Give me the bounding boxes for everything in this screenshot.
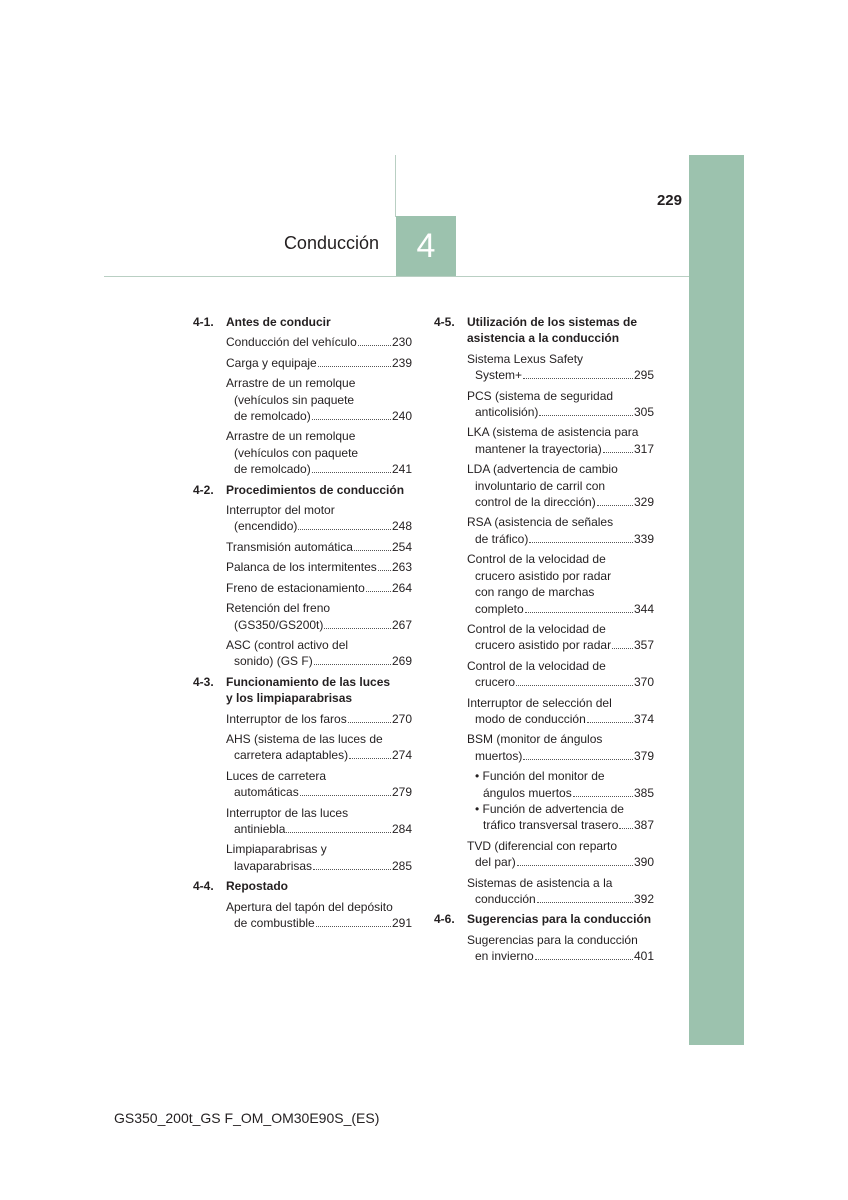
entry-last-line xyxy=(467,948,654,964)
section-number: 4-3. xyxy=(193,674,214,689)
entry-last-line xyxy=(226,355,412,371)
entry-page-number: 291 xyxy=(391,916,412,930)
toc-left-column xyxy=(193,314,412,935)
entry-text-line: Limpiaparabrisas y xyxy=(226,842,327,857)
section-number: 4-5. xyxy=(434,315,455,329)
dot-leader xyxy=(349,758,391,759)
entry-page-number: 279 xyxy=(391,785,412,800)
entry-text-line: Sistemas de asistencia a la xyxy=(467,875,613,890)
entry-text: (GS350/GS200t) xyxy=(234,617,324,632)
chapter-number-box xyxy=(396,216,456,276)
entry-last-line xyxy=(226,518,412,534)
dot-leader xyxy=(587,722,633,723)
entry-text: tráfico transversal trasero xyxy=(483,818,619,833)
toc-sub-entry[interactable] xyxy=(475,801,654,834)
entry-text-line: Control de la velocidad de xyxy=(467,658,606,673)
entry-text-line: Control de la velocidad de xyxy=(467,552,606,567)
entry-text-line: LKA (sistema de asistencia para xyxy=(467,425,639,440)
dot-leader xyxy=(525,612,633,613)
toc-entry[interactable] xyxy=(467,388,654,421)
entry-text: Freno de estacionamiento xyxy=(226,580,365,595)
toc-right-column xyxy=(434,314,654,969)
toc-entry[interactable] xyxy=(226,355,412,371)
entry-page-number: 270 xyxy=(391,711,412,726)
entry-last-line xyxy=(467,748,654,764)
section-title xyxy=(467,314,654,347)
toc-entry[interactable] xyxy=(226,559,412,575)
dot-leader xyxy=(354,550,391,551)
entry-text: de remolcado) xyxy=(234,462,311,477)
dot-leader xyxy=(298,529,391,530)
entry-text-line: Control de la velocidad de xyxy=(467,621,606,636)
entry-text-line: Sistema Lexus Safety xyxy=(467,351,584,366)
entry-text: de combustible xyxy=(234,916,315,930)
entry-text-line: con rango de marchas xyxy=(475,585,595,600)
dot-leader xyxy=(523,378,633,379)
entry-page-number: 241 xyxy=(391,462,412,477)
section-number: 4-1. xyxy=(193,315,214,329)
entry-page-number: 254 xyxy=(391,539,412,554)
entry-page-number: 263 xyxy=(391,560,412,575)
entry-text-line: Interruptor del motor xyxy=(226,503,335,518)
page-number: 229 xyxy=(656,192,682,209)
toc-entry[interactable] xyxy=(467,461,654,510)
dot-leader xyxy=(537,902,633,903)
toc-entry[interactable] xyxy=(226,539,412,555)
header-horizontal-rule xyxy=(104,276,689,277)
toc-entry[interactable] xyxy=(226,841,412,874)
section-title-line: Antes de conducir xyxy=(226,315,331,329)
entry-text: ángulos muertos xyxy=(483,785,572,800)
entry-page-number: 390 xyxy=(633,855,654,870)
section-heading xyxy=(193,674,412,707)
entry-text-line: BSM (monitor de ángulos xyxy=(467,732,603,747)
entry-page-number: 329 xyxy=(633,495,654,510)
entry-text: modo de conducción xyxy=(475,711,586,726)
toc-entry[interactable] xyxy=(467,514,654,547)
chapter-title: Conducción xyxy=(283,233,379,253)
entry-text-line: Retención del freno xyxy=(226,601,331,616)
entry-page-number: 374 xyxy=(633,711,654,726)
toc-entry[interactable] xyxy=(226,375,412,424)
entry-text: anticolisión) xyxy=(475,405,539,420)
toc-entry[interactable] xyxy=(226,768,412,801)
entry-page-number: 285 xyxy=(391,858,412,873)
entry-last-line xyxy=(467,404,654,420)
entry-text-line: AHS (sistema de las luces de xyxy=(226,731,383,746)
entry-page-number: 274 xyxy=(391,748,412,763)
dot-leader xyxy=(316,926,391,927)
toc-entry[interactable] xyxy=(467,932,654,965)
dot-leader xyxy=(535,959,633,960)
entry-last-line xyxy=(467,494,654,510)
entry-text: sonido) (GS F) xyxy=(234,654,313,669)
section-title xyxy=(467,911,654,927)
dot-leader xyxy=(314,664,391,665)
entry-text: conducción xyxy=(475,892,536,906)
dot-leader xyxy=(312,472,391,473)
entry-text: completo xyxy=(475,601,524,616)
entry-text-line: • Función de advertencia de xyxy=(475,801,624,816)
entry-last-line xyxy=(467,854,654,870)
entry-text: de tráfico) xyxy=(475,531,529,546)
entry-last-line xyxy=(226,747,412,763)
toc-entry[interactable] xyxy=(226,711,412,727)
entry-page-number: 267 xyxy=(391,617,412,632)
toc-entry[interactable] xyxy=(467,875,654,908)
entry-last-line xyxy=(226,915,412,931)
dot-leader xyxy=(539,415,633,416)
entry-last-line xyxy=(226,711,412,727)
entry-text: lavaparabrisas xyxy=(234,858,313,873)
entry-text-line: Sugerencias para la conducción xyxy=(467,932,638,947)
section-title-line: Utilización de los sistemas de xyxy=(467,315,638,329)
entry-last-line xyxy=(226,784,412,800)
entry-page-number: 339 xyxy=(633,531,654,546)
toc-sub-entry[interactable] xyxy=(475,768,654,801)
dot-leader xyxy=(612,648,633,649)
toc-entry[interactable] xyxy=(226,428,412,477)
entry-last-line xyxy=(226,334,412,350)
entry-last-line xyxy=(467,637,654,653)
section-title xyxy=(226,314,412,330)
entry-text: del par) xyxy=(475,855,516,870)
section-heading xyxy=(434,314,654,347)
entry-text-line: crucero asistido por radar xyxy=(475,568,612,583)
entry-page-number: 392 xyxy=(633,892,654,906)
toc-entry[interactable] xyxy=(226,580,412,596)
section-title-line: Procedimientos de conducción xyxy=(226,482,405,497)
entry-text-line: Arrastre de un remolque xyxy=(226,376,356,391)
entry-page-number: 239 xyxy=(391,355,412,370)
entry-page-number: 269 xyxy=(391,654,412,669)
entry-page-number: 295 xyxy=(633,368,654,383)
entry-last-line xyxy=(226,461,412,477)
section-title xyxy=(226,674,412,707)
dot-leader xyxy=(529,542,633,543)
entry-text-line: Apertura del tapón del depósito xyxy=(226,899,393,914)
entry-page-number: 317 xyxy=(633,441,654,456)
dot-leader xyxy=(300,795,391,796)
entry-text: antiniebla xyxy=(234,821,286,836)
dot-leader xyxy=(573,796,633,797)
entry-page-number: 344 xyxy=(633,601,654,616)
section-number: 4-4. xyxy=(193,879,214,894)
section-title-line: asistencia a la conducción xyxy=(467,331,620,346)
toc-entry[interactable] xyxy=(226,334,412,350)
entry-last-line xyxy=(226,408,412,424)
entry-last-line xyxy=(226,559,412,575)
entry-text-line: Luces de carretera xyxy=(226,768,327,783)
dot-leader xyxy=(324,628,391,629)
entry-text: (encendido) xyxy=(234,519,298,534)
entry-last-line xyxy=(467,891,654,907)
toc-entry[interactable] xyxy=(226,731,412,764)
entry-text-line: (vehículos sin paquete xyxy=(234,392,355,407)
entry-last-line xyxy=(467,531,654,547)
toc-entry[interactable] xyxy=(467,731,654,764)
section-heading xyxy=(193,482,412,498)
entry-text: crucero xyxy=(475,675,516,690)
dot-leader xyxy=(597,505,633,506)
entry-text: Conducción del vehículo xyxy=(226,335,357,350)
entry-last-line xyxy=(226,821,412,837)
dot-leader xyxy=(516,685,633,686)
entry-page-number: 305 xyxy=(633,405,654,420)
dot-leader xyxy=(358,345,391,346)
section-heading xyxy=(193,878,412,894)
section-number: 4-6. xyxy=(434,912,455,927)
toc-entry[interactable] xyxy=(226,502,412,535)
entry-text: Carga y equipaje xyxy=(226,355,317,370)
chapter-side-tab xyxy=(689,155,744,1045)
entry-text-line: PCS (sistema de seguridad xyxy=(467,388,614,403)
toc-entry[interactable] xyxy=(467,351,654,384)
entry-text-line: LDA (advertencia de cambio xyxy=(467,462,618,477)
toc-entry[interactable] xyxy=(467,424,654,457)
entry-text-line: • Función del monitor de xyxy=(475,769,605,784)
entry-text-line: RSA (asistencia de señales xyxy=(467,515,614,530)
entry-text: crucero asistido por radar xyxy=(475,638,612,653)
entry-last-line xyxy=(226,653,412,669)
entry-last-line xyxy=(226,580,412,596)
section-title xyxy=(226,878,412,894)
entry-text-line: ASC (control activo del xyxy=(226,637,349,652)
dot-leader xyxy=(313,869,391,870)
section-title-line: Funcionamiento de las luces xyxy=(226,674,391,689)
toc-entry[interactable] xyxy=(226,600,412,633)
entry-last-line xyxy=(475,817,654,833)
entry-page-number: 379 xyxy=(633,748,654,763)
dot-leader xyxy=(523,759,633,760)
entry-text: Interruptor de los faros xyxy=(226,711,347,726)
entry-text: automáticas xyxy=(234,785,299,800)
entry-page-number: 370 xyxy=(633,675,654,690)
toc-entry[interactable] xyxy=(226,637,412,670)
dot-leader xyxy=(286,832,391,833)
entry-page-number: 357 xyxy=(633,638,654,653)
entry-last-line xyxy=(467,441,654,457)
section-title-line: Repostado xyxy=(226,879,289,894)
entry-text: Transmisión automática xyxy=(226,539,353,554)
entry-text-line: Arrastre de un remolque xyxy=(226,429,356,444)
dot-leader xyxy=(619,828,633,829)
entry-text: carretera adaptables) xyxy=(234,748,349,763)
section-number: 4-2. xyxy=(193,482,214,497)
footer-code: GS350_200t_GS F_OM_OM30E90S_(ES) xyxy=(114,1110,380,1126)
dot-leader xyxy=(312,419,391,420)
entry-text-line: Interruptor de selección del xyxy=(467,695,612,710)
section-heading xyxy=(193,314,412,330)
dot-leader xyxy=(517,865,633,866)
toc-entry[interactable] xyxy=(467,621,654,654)
dot-leader xyxy=(318,366,391,367)
toc-entry[interactable] xyxy=(467,658,654,691)
header-vertical-rule xyxy=(395,155,396,217)
entry-page-number: 230 xyxy=(391,335,412,350)
entry-last-line xyxy=(226,617,412,633)
entry-page-number: 248 xyxy=(391,519,412,534)
dot-leader xyxy=(366,591,391,592)
entry-last-line xyxy=(467,711,654,727)
dot-leader xyxy=(348,722,391,723)
section-title-line: Sugerencias para la conducción xyxy=(467,912,652,927)
toc-entry[interactable] xyxy=(467,838,654,871)
section-title xyxy=(226,482,412,498)
entry-text: control de la dirección) xyxy=(475,495,596,510)
entry-text-line: involuntario de carril con xyxy=(475,478,606,493)
toc-entry[interactable] xyxy=(226,805,412,838)
entry-last-line xyxy=(226,858,412,874)
section-title-line: y los limpiaparabrisas xyxy=(226,691,353,706)
entry-page-number: 264 xyxy=(391,580,412,595)
entry-text-line: (vehículos con paquete xyxy=(234,445,359,460)
entry-text: de remolcado) xyxy=(234,409,311,424)
section-heading xyxy=(434,911,654,927)
dot-leader xyxy=(603,452,633,453)
toc-entry[interactable] xyxy=(467,551,654,617)
toc-entry[interactable] xyxy=(467,695,654,728)
entry-page-number: 240 xyxy=(391,409,412,424)
entry-last-line xyxy=(467,674,654,690)
entry-text: muertos) xyxy=(475,748,523,763)
entry-page-number: 284 xyxy=(391,821,412,836)
entry-page-number: 385 xyxy=(633,785,654,800)
entry-text-line: TVD (diferencial con reparto xyxy=(467,838,618,853)
entry-text: mantener la trayectoria) xyxy=(475,441,602,456)
entry-last-line xyxy=(475,785,654,801)
entry-text-line: Interruptor de las luces xyxy=(226,805,349,820)
toc-entry[interactable] xyxy=(226,899,412,932)
entry-text: en invierno xyxy=(475,949,534,964)
entry-last-line xyxy=(467,367,654,383)
chapter-number: 4 xyxy=(416,226,436,265)
entry-page-number: 387 xyxy=(633,818,654,833)
entry-text: Palanca de los intermitentes xyxy=(226,560,377,575)
entry-last-line xyxy=(467,601,654,617)
dot-leader xyxy=(378,570,391,571)
entry-text: System+ xyxy=(475,368,523,383)
entry-last-line xyxy=(226,539,412,555)
entry-page-number: 401 xyxy=(633,949,654,964)
